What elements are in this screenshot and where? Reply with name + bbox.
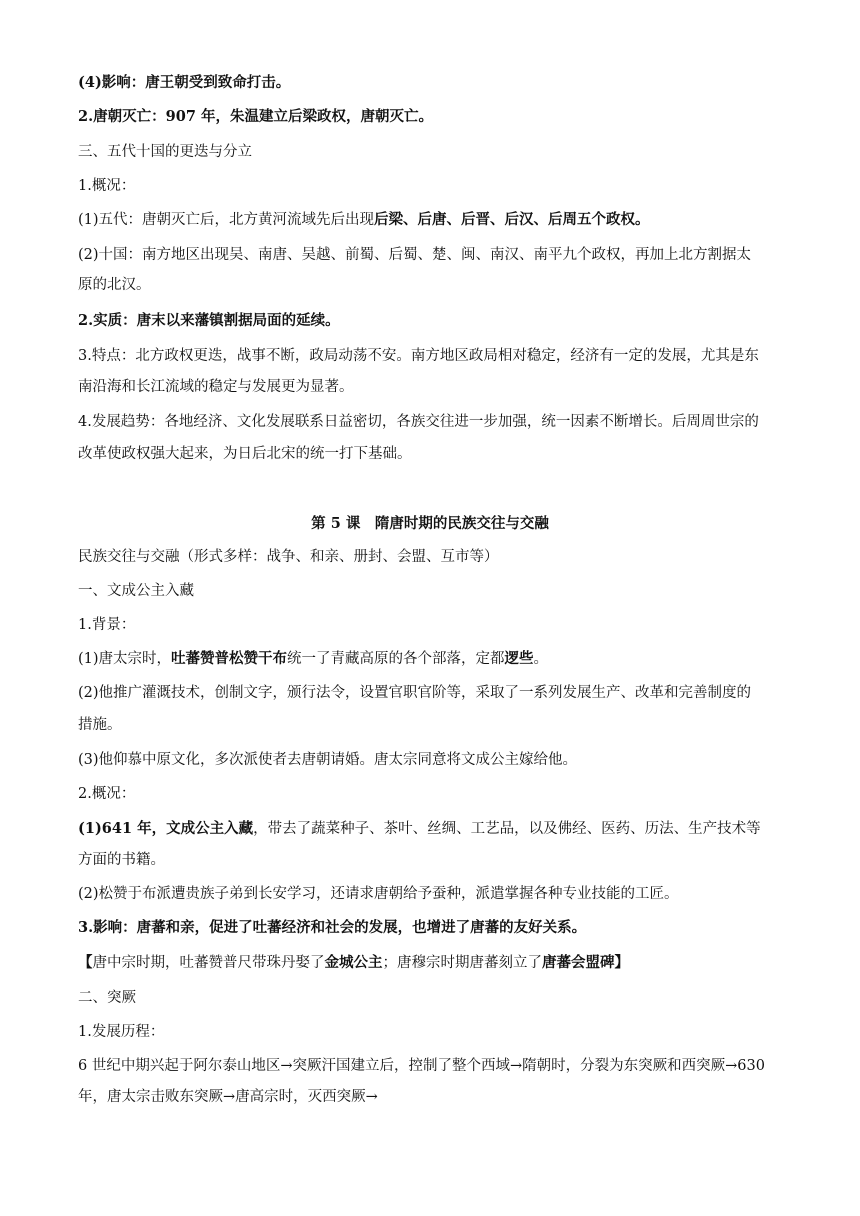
text-line: 措施。 xyxy=(78,717,122,733)
section-heading: 二、突厥 xyxy=(78,990,136,1006)
text-line: 1.概况： xyxy=(78,178,136,194)
text-line: (4)影响：唐王朝受到致命打击。 xyxy=(78,74,291,91)
text-line: 改革使政权强大起来，为日后北宋的统一打下基础。 xyxy=(78,446,412,462)
text-line: 2.概况： xyxy=(78,786,136,802)
text-line: 4.发展趋势：各地经济、文化发展联系日益密切，各族交往进一步加强，统一因素不断增长。后周周世宗的 xyxy=(78,414,759,430)
text-span-bold: 后梁、后唐、后晋、后汉、后周五个政权。 xyxy=(374,211,650,228)
text-line: (2)他推广灌溉技术，创制文字，颁行法令，设置官职官阶等，采取了一系列发展生产、改革和完善制度的 xyxy=(78,685,752,701)
section-heading: 一、文成公主入藏 xyxy=(78,583,194,599)
text-span: 唐中宗时期，吐蕃赞普尺带珠丹娶了 xyxy=(92,955,325,971)
text-span-bold: 吐蕃赞普松赞干布 xyxy=(171,650,288,667)
lesson-title: 第 5 课 隋唐时期的民族交往与交融 xyxy=(311,515,549,532)
text-line: (3)他仰慕中原文化，多次派使者去唐朝请婚。唐太宗同意将文成公主嫁给他。 xyxy=(78,752,578,768)
text-line: 6 世纪中期兴起于阿尔泰山地区→突厥汗国建立后，控制了整个西域→隋朝时，分裂为东突厥和西突厥→630 xyxy=(78,1058,765,1074)
text-span: (1)唐太宗时， xyxy=(78,651,172,667)
text-line: 民族交往与交融（形式多样：战争、和亲、册封、会盟、互市等） xyxy=(78,549,499,565)
text-line: 2.唐朝灭亡：907 年，朱温建立后梁政权，唐朝灭亡。 xyxy=(78,108,433,125)
text-line: 2.实质：唐末以来藩镇割据局面的延续。 xyxy=(78,312,340,329)
text-span-bold: 逻些 xyxy=(504,650,534,667)
text-line: (2)十国：南方地区出现吴、南唐、吴越、前蜀、后蜀、楚、闽、南汉、南平九个政权，再加上北方割据太 xyxy=(78,247,752,263)
section-heading: 三、五代十国的更迭与分立 xyxy=(78,144,252,160)
text-line: 3.影响：唐蕃和亲，促进了吐蕃经济和社会的发展，也增进了唐蕃的友好关系。 xyxy=(78,919,587,936)
text-span: ，带去了蔬菜种子、茶叶、丝绸、工艺品，以及佛经、医药、历法、生产技术等 xyxy=(253,821,761,837)
text-line xyxy=(78,953,788,973)
text-line: 1.发展历程： xyxy=(78,1024,165,1040)
text-span: 统一了青藏高原的各个部落，定都 xyxy=(287,651,505,667)
text-span-bold: 唐蕃会盟碑 xyxy=(542,954,615,971)
text-line: 方面的书籍。 xyxy=(78,852,165,868)
text-line xyxy=(78,210,788,230)
text-line: (2)松赞于布派遭贵族子弟到长安学习，还请求唐朝给予蚕种，派遣掌握各种专业技能的工匠。 xyxy=(78,886,679,902)
text-line: 1.背景： xyxy=(78,617,136,633)
text-line: 原的北汉。 xyxy=(78,277,151,293)
text-line xyxy=(78,819,788,839)
text-span: (1)五代：唐朝灭亡后，北方黄河流域先后出现 xyxy=(78,212,375,228)
text-span-bold: 【 xyxy=(78,954,93,971)
text-span-bold: 】 xyxy=(614,954,629,971)
text-span-bold: 金城公主 xyxy=(324,954,383,971)
text-span: ；唐穆宗时期唐蕃刻立了 xyxy=(382,955,542,971)
text-line: 南沿海和长江流域的稳定与发展更为显著。 xyxy=(78,379,354,395)
text-line xyxy=(78,649,788,669)
text-line: 年，唐太宗击败东突厥→唐高宗时，灭西突厥→ xyxy=(78,1089,378,1105)
text-span: 。 xyxy=(533,651,549,667)
text-span-bold: (1)641 年，文成公主入藏 xyxy=(78,820,254,837)
text-line: 3.特点：北方政权更迭，战事不断，政局动荡不安。南方地区政局相对稳定，经济有一定的发展，尤其是东 xyxy=(78,348,759,364)
